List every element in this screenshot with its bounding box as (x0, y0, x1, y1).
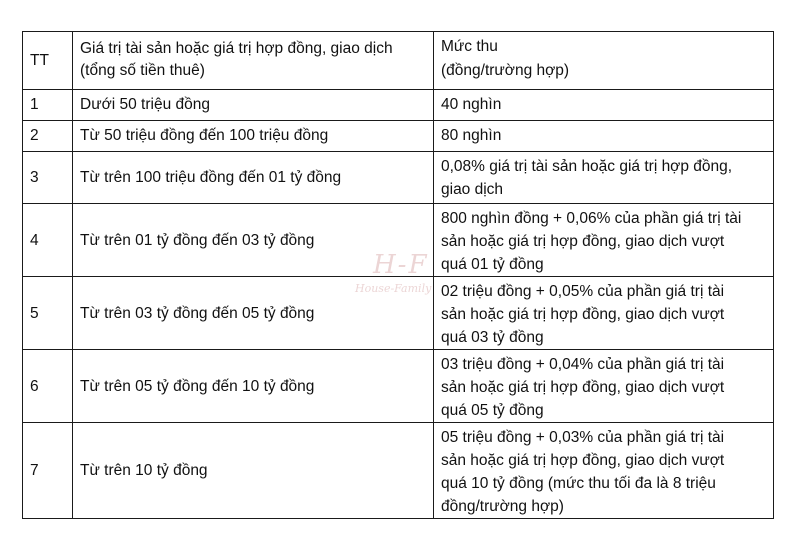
row-desc-cell: Từ trên 10 tỷ đồng (73, 423, 434, 519)
fee-line: 0,08% giá trị tài sản hoặc giá trị hợp đồng, (441, 158, 733, 175)
row-tt-cell: 3 (23, 152, 73, 204)
header-fee-line: Mức thu (441, 38, 498, 55)
row-tt-cell: 1 (23, 90, 73, 121)
header-desc-line: (tổng số tiền thuê) (80, 62, 205, 79)
row-desc-cell: Dưới 50 triệu đồng (73, 90, 434, 121)
header-tt-cell: TT (23, 32, 73, 90)
fee-line: đồng/trường hợp) (441, 498, 564, 515)
fee-line: 80 nghìn (441, 127, 502, 144)
fee-line: quá 01 tỷ đồng (441, 256, 544, 273)
fee-line: quá 05 tỷ đồng (441, 402, 544, 419)
table-row (23, 121, 774, 152)
fee-line: quá 10 tỷ đồng (mức thu tối đa là 8 triệu (441, 475, 716, 492)
fee-schedule-table (22, 31, 774, 519)
header-fee-line: (đồng/trường hợp) (441, 62, 570, 79)
row-desc-cell: Từ trên 01 tỷ đồng đến 03 tỷ đồng (73, 204, 434, 277)
watermark-sub-text: House-Family (355, 282, 432, 295)
header-desc-line: Giá trị tài sản hoặc giá trị hợp đồng, giao dịch (80, 40, 393, 57)
fee-line: sản hoặc giá trị hợp đồng, giao dịch vượt (441, 379, 725, 396)
fee-line: 03 triệu đồng + 0,04% của phần giá trị tài (441, 356, 725, 373)
fee-line: giao dịch (441, 181, 504, 198)
row-fee-cell (434, 350, 774, 423)
row-tt-cell: 7 (23, 423, 73, 519)
table-row (23, 152, 774, 204)
row-desc-cell: Từ trên 100 triệu đồng đến 01 tỷ đồng (73, 152, 434, 204)
table-row (23, 204, 774, 277)
table-row (23, 423, 774, 519)
row-tt-cell: 2 (23, 121, 73, 152)
header-desc-cell (73, 32, 434, 90)
fee-line: sản hoặc giá trị hợp đồng, giao dịch vượt (441, 233, 725, 250)
row-tt-cell: 6 (23, 350, 73, 423)
table-header-row (23, 32, 774, 90)
row-desc-cell: Từ 50 triệu đồng đến 100 triệu đồng (73, 121, 434, 152)
fee-line: 800 nghìn đồng + 0,06% của phần giá trị tài (441, 210, 742, 227)
watermark-main-text: H-F (373, 250, 429, 280)
header-fee-cell (434, 32, 774, 90)
row-tt-cell: 4 (23, 204, 73, 277)
table-row (23, 277, 774, 350)
row-fee-cell (434, 90, 774, 121)
table-row (23, 90, 774, 121)
row-fee-cell (434, 204, 774, 277)
fee-line: 05 triệu đồng + 0,03% của phần giá trị tài (441, 429, 725, 446)
row-fee-cell (434, 121, 774, 152)
row-fee-cell (434, 152, 774, 204)
table-row (23, 350, 774, 423)
row-fee-cell (434, 423, 774, 519)
fee-line: sản hoặc giá trị hợp đồng, giao dịch vượt (441, 452, 725, 469)
fee-line: sản hoặc giá trị hợp đồng, giao dịch vượt (441, 306, 725, 323)
row-fee-cell (434, 277, 774, 350)
row-desc-cell: Từ trên 03 tỷ đồng đến 05 tỷ đồng (73, 277, 434, 350)
fee-line: quá 03 tỷ đồng (441, 329, 544, 346)
fee-line: 40 nghìn (441, 96, 502, 113)
row-desc-cell: Từ trên 05 tỷ đồng đến 10 tỷ đồng (73, 350, 434, 423)
row-tt-cell: 5 (23, 277, 73, 350)
fee-line: 02 triệu đồng + 0,05% của phần giá trị tài (441, 283, 725, 300)
